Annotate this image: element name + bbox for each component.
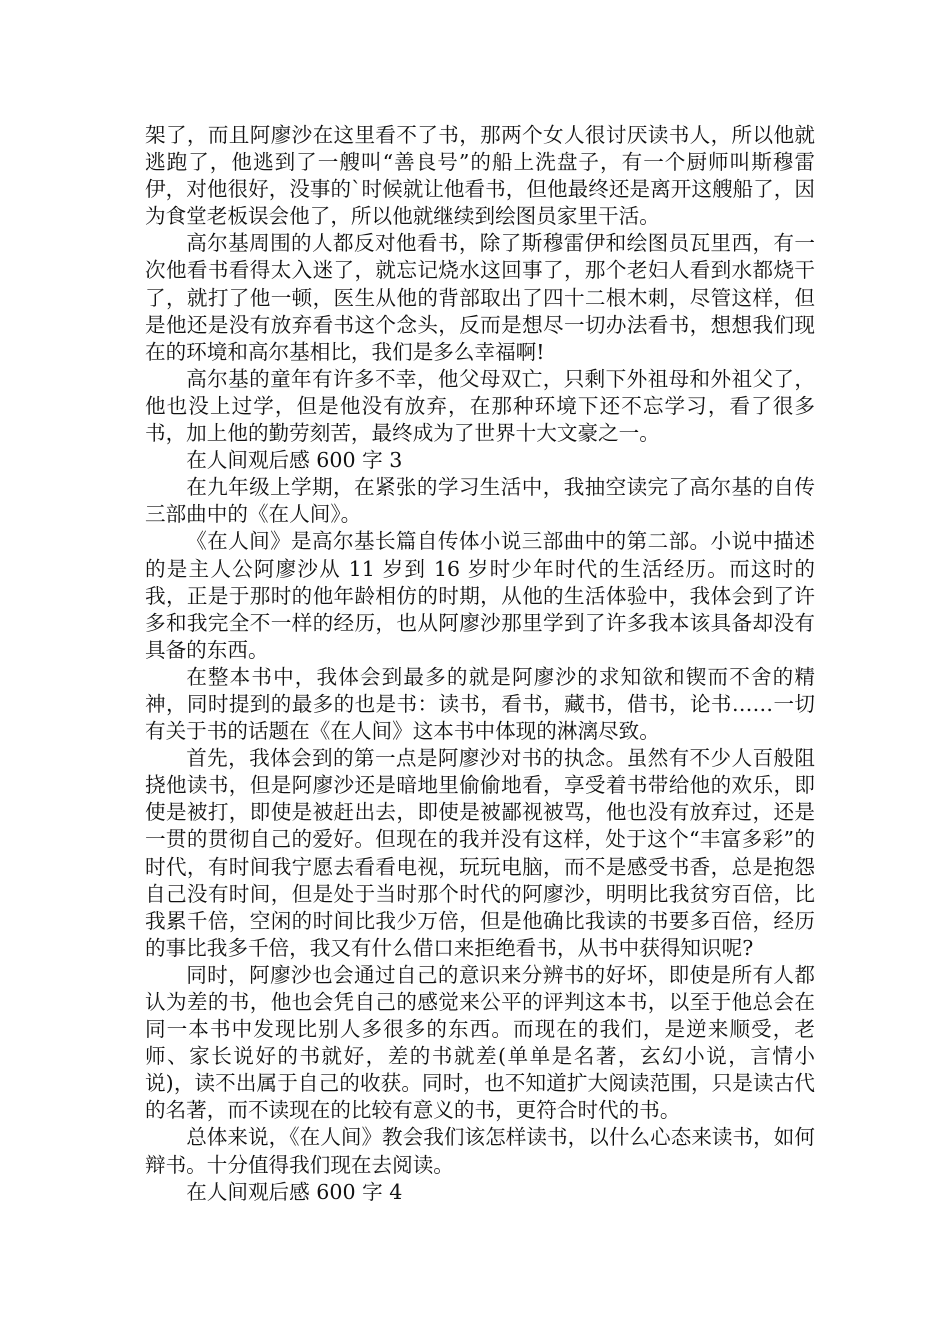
paragraph: 高尔基的童年有许多不幸，他父母双亡，只剩下外祖母和外祖父了，他也没上过学，但是他没有放弃，在那种环境下还不忘学习，看了很多书，加上他的勤劳刻苦，最终成为了世界十大文豪之一。: [145, 366, 815, 446]
paragraph: 在九年级上学期，在紧张的学习生活中，我抽空读完了高尔基的自传三部曲中的《在人间》。: [145, 475, 815, 527]
paragraph-continued: 架了，而且阿廖沙在这里看不了书，那两个女人很讨厌读书人，所以他就逃跑了，他逃到了一艘叫“善良号”的船上洗盘子，有一个厨师叫斯穆雷伊，对他很好，没事的`时候就让他看书，但他最终还是离开这艘船了，因为食堂老板误会他了，所以他就继续到绘图员家里干活。: [145, 123, 815, 229]
paragraph: 首先，我体会到的第一点是阿廖沙对书的执念。虽然有不少人百般阻挠他读书，但是阿廖沙还是暗地里偷偷地看，享受着书带给他的欢乐，即使是被打，即使是被赶出去，即使是被鄙视被骂，他也没有放弃过，还是一贯的贯彻自己的爱好。但现在的我并没有这样，处于这个“丰富多彩”的时代，有时间我宁愿去看看电视，玩玩电脑，而不是感受书香，总是抱怨自己没有时间，但是处于当时那个时代的阿廖沙，明明比我贫穷百倍，比我累千倍，空闲的时间比我少万倍，但是他确比我读的书要多百倍，经历的事比我多千倍，我又有什么借口来拒绝看书，从书中获得知识呢?: [145, 746, 815, 960]
paragraph: 同时，阿廖沙也会通过自己的意识来分辨书的好坏，即使是所有人都认为差的书，他也会凭自己的感觉来公平的评判这本书，以至于他总会在同一本书中发现比别人多很多的东西。而现在的我们，是逆来顺受，老师、家长说好的书就好，差的书就差(单单是名著，玄幻小说，言情小说)，读不出属于自己的收获。同时，也不知道扩大阅读范围，只是读古代的名著，而不读现在的比较有意义的书，更符合时代的书。: [145, 962, 815, 1123]
paragraph: 《在人间》是高尔基长篇自传体小说三部曲中的第二部。小说中描述的是主人公阿廖沙从 11 岁到 16 岁时少年时代的生活经历。而这时的我，正是于那时的他年龄相仿的时期，从他的生活体验中，我体会到了许多和我完全不一样的经历，也从阿廖沙那里学到了许多我本该具备却没有具备的东西。: [145, 529, 815, 662]
section-heading: 在人间观后感 600 字 4: [186, 1179, 403, 1204]
document-body: [145, 122, 815, 1206]
paragraph: 高尔基周围的人都反对他看书，除了斯穆雷伊和绘图员瓦里西，有一次他看书看得太入迷了，就忘记烧水这回事了，那个老妇人看到水都烧干了，就打了他一顿，医生从他的背部取出了四十二根木刺，尽管这样，但是他还是没有放弃看书这个念头，反而是想尽一切办法看书，想想我们现在的环境和高尔基相比，我们是多么幸福啊!: [145, 231, 815, 364]
paragraph: 在整本书中，我体会到最多的就是阿廖沙的求知欲和锲而不舍的精神，同时提到的最多的也是书：读书，看书，藏书，借书，论书……一切有关于书的话题在《在人间》这本书中体现的淋漓尽致。: [145, 664, 815, 744]
section-heading: 在人间观后感 600 字 3: [186, 448, 403, 473]
paragraph: 总体来说，《在人间》教会我们该怎样读书，以什么心态来读书，如何辩书。十分值得我们现在去阅读。: [145, 1125, 815, 1177]
